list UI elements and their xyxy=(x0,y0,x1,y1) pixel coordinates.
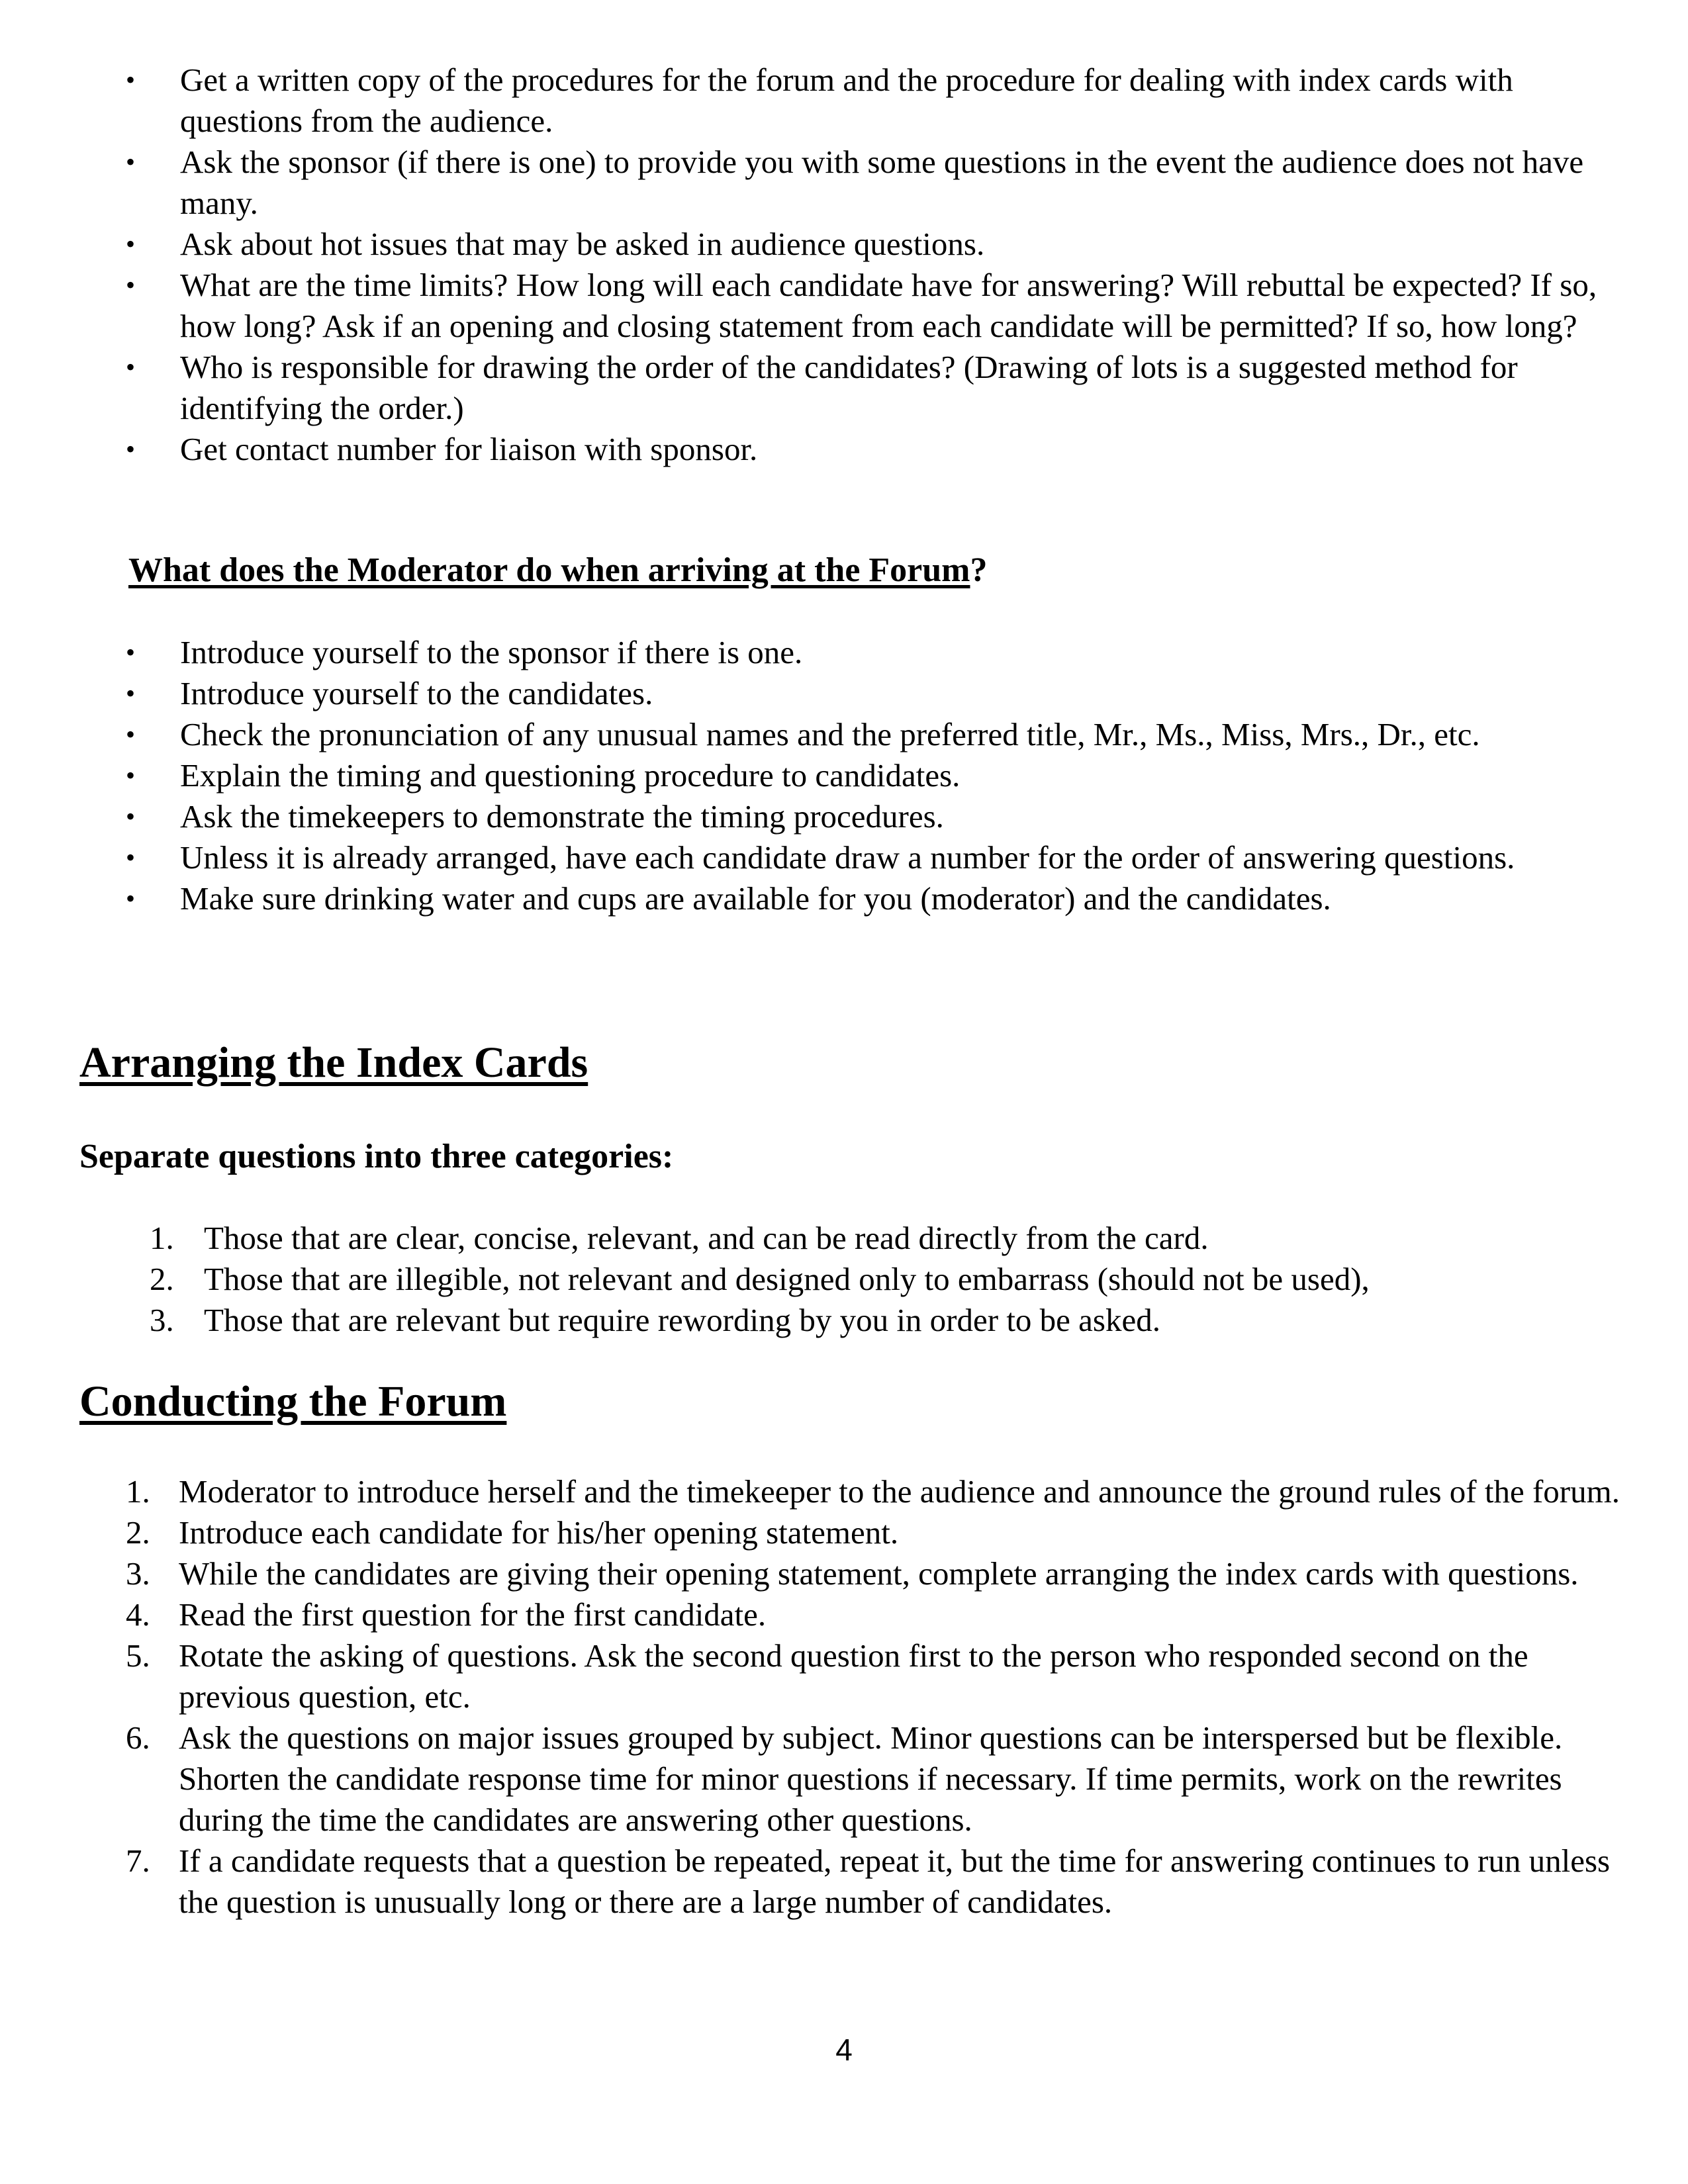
item-number: 4. xyxy=(126,1596,150,1633)
list-item: • What are the time limits? How long will each candidate have for answering? Will rebuttal be expected? If so, how long? Ask if an opening and closing statement from each candidate will be permitted? If so, how long? xyxy=(82,265,1598,347)
bullet-icon: • xyxy=(126,842,136,872)
list-item: 6. Ask the questions on major issues grouped by subject. Minor questions can be interspersed but be flexible. Shorten the candidate response time for minor questions if necessary. If time permits, work on the rewrites during the time the candidates are answering other questions. xyxy=(126,1717,1622,1841)
bullet-icon: • xyxy=(126,760,136,790)
item-number: 3. xyxy=(126,1555,150,1592)
list-item: • Ask the timekeepers to demonstrate the timing procedures. xyxy=(82,796,1598,837)
list-item: 1. Those that are clear, concise, relevant, and can be read directly from the card. xyxy=(150,1218,1606,1259)
list-item: • Make sure drinking water and cups are available for you (moderator) and the candidates. xyxy=(82,878,1598,919)
bullet-icon: • xyxy=(126,801,136,831)
bullet-icon: • xyxy=(126,65,136,95)
list-item: 7. If a candidate requests that a question be repeated, repeat it, but the time for answering continues to run unless the question is unusually long or there are a large number of candidates. xyxy=(126,1841,1622,1923)
arrival-subheading: What does the Moderator do when arriving at the Forum? xyxy=(128,551,988,589)
list-item: • Introduce yourself to the sponsor if there is one. xyxy=(82,632,1598,673)
list-item: 3. While the candidates are giving their opening statement, complete arranging the index cards with questions. xyxy=(126,1553,1622,1594)
bullet-icon: • xyxy=(126,719,136,749)
item-number: 6. xyxy=(126,1719,150,1756)
list-item: • Ask about hot issues that may be asked in audience questions. xyxy=(82,224,1598,265)
list-item: 2. Introduce each candidate for his/her opening statement. xyxy=(126,1512,1622,1553)
bullet-icon: • xyxy=(126,352,136,382)
list-item: • Introduce yourself to the candidates. xyxy=(82,673,1598,714)
bullet-icon: • xyxy=(126,884,136,913)
list-item: • Check the pronunciation of any unusual names and the preferred title, Mr., Ms., Miss, Mrs., Dr., etc. xyxy=(82,714,1598,755)
item-number: 1. xyxy=(126,1473,150,1510)
bullet-icon: • xyxy=(126,229,136,259)
list-item: 1. Moderator to introduce herself and the timekeeper to the audience and announce the ground rules of the forum. xyxy=(126,1471,1622,1512)
list-item: 2. Those that are illegible, not relevant and designed only to embarrass (should not be used), xyxy=(150,1259,1606,1300)
item-number: 3. xyxy=(150,1302,174,1338)
preparation-checklist xyxy=(82,60,1598,470)
list-item: 5. Rotate the asking of questions. Ask the second question first to the person who responded second on the previous question, etc. xyxy=(126,1635,1622,1717)
categories-subheading: Separate questions into three categories: xyxy=(79,1138,674,1175)
list-item: 3. Those that are relevant but require rewording by you in order to be asked. xyxy=(150,1300,1606,1341)
page-number: 4 xyxy=(835,2032,853,2067)
bullet-icon: • xyxy=(126,637,136,667)
arrival-checklist xyxy=(82,632,1598,919)
bullet-icon: • xyxy=(126,147,136,177)
bullet-icon: • xyxy=(126,270,136,300)
list-item: • Explain the timing and questioning procedure to candidates. xyxy=(82,755,1598,796)
list-item: • Unless it is already arranged, have each candidate draw a number for the order of answering questions. xyxy=(82,837,1598,878)
index-cards-heading: Arranging the Index Cards xyxy=(79,1038,588,1087)
list-item: • Who is responsible for drawing the order of the candidates? (Drawing of lots is a suggested method for identifying the order.) xyxy=(82,347,1598,429)
list-item: • Ask the sponsor (if there is one) to provide you with some questions in the event the audience does not have many. xyxy=(82,142,1598,224)
item-number: 1. xyxy=(150,1220,174,1256)
list-item: • Get contact number for liaison with sponsor. xyxy=(82,429,1598,470)
item-number: 5. xyxy=(126,1637,150,1674)
item-number: 2. xyxy=(126,1514,150,1551)
list-item: • Get a written copy of the procedures for the forum and the procedure for dealing with index cards with questions from the audience. xyxy=(82,60,1598,142)
item-number: 2. xyxy=(150,1261,174,1297)
conducting-heading: Conducting the Forum xyxy=(79,1377,507,1426)
bullet-icon: • xyxy=(126,434,136,464)
item-number: 7. xyxy=(126,1843,150,1879)
categories-list xyxy=(150,1218,1606,1341)
list-item: 4. Read the first question for the first candidate. xyxy=(126,1594,1622,1635)
bullet-icon: • xyxy=(126,678,136,708)
conducting-steps-list xyxy=(126,1471,1622,1923)
